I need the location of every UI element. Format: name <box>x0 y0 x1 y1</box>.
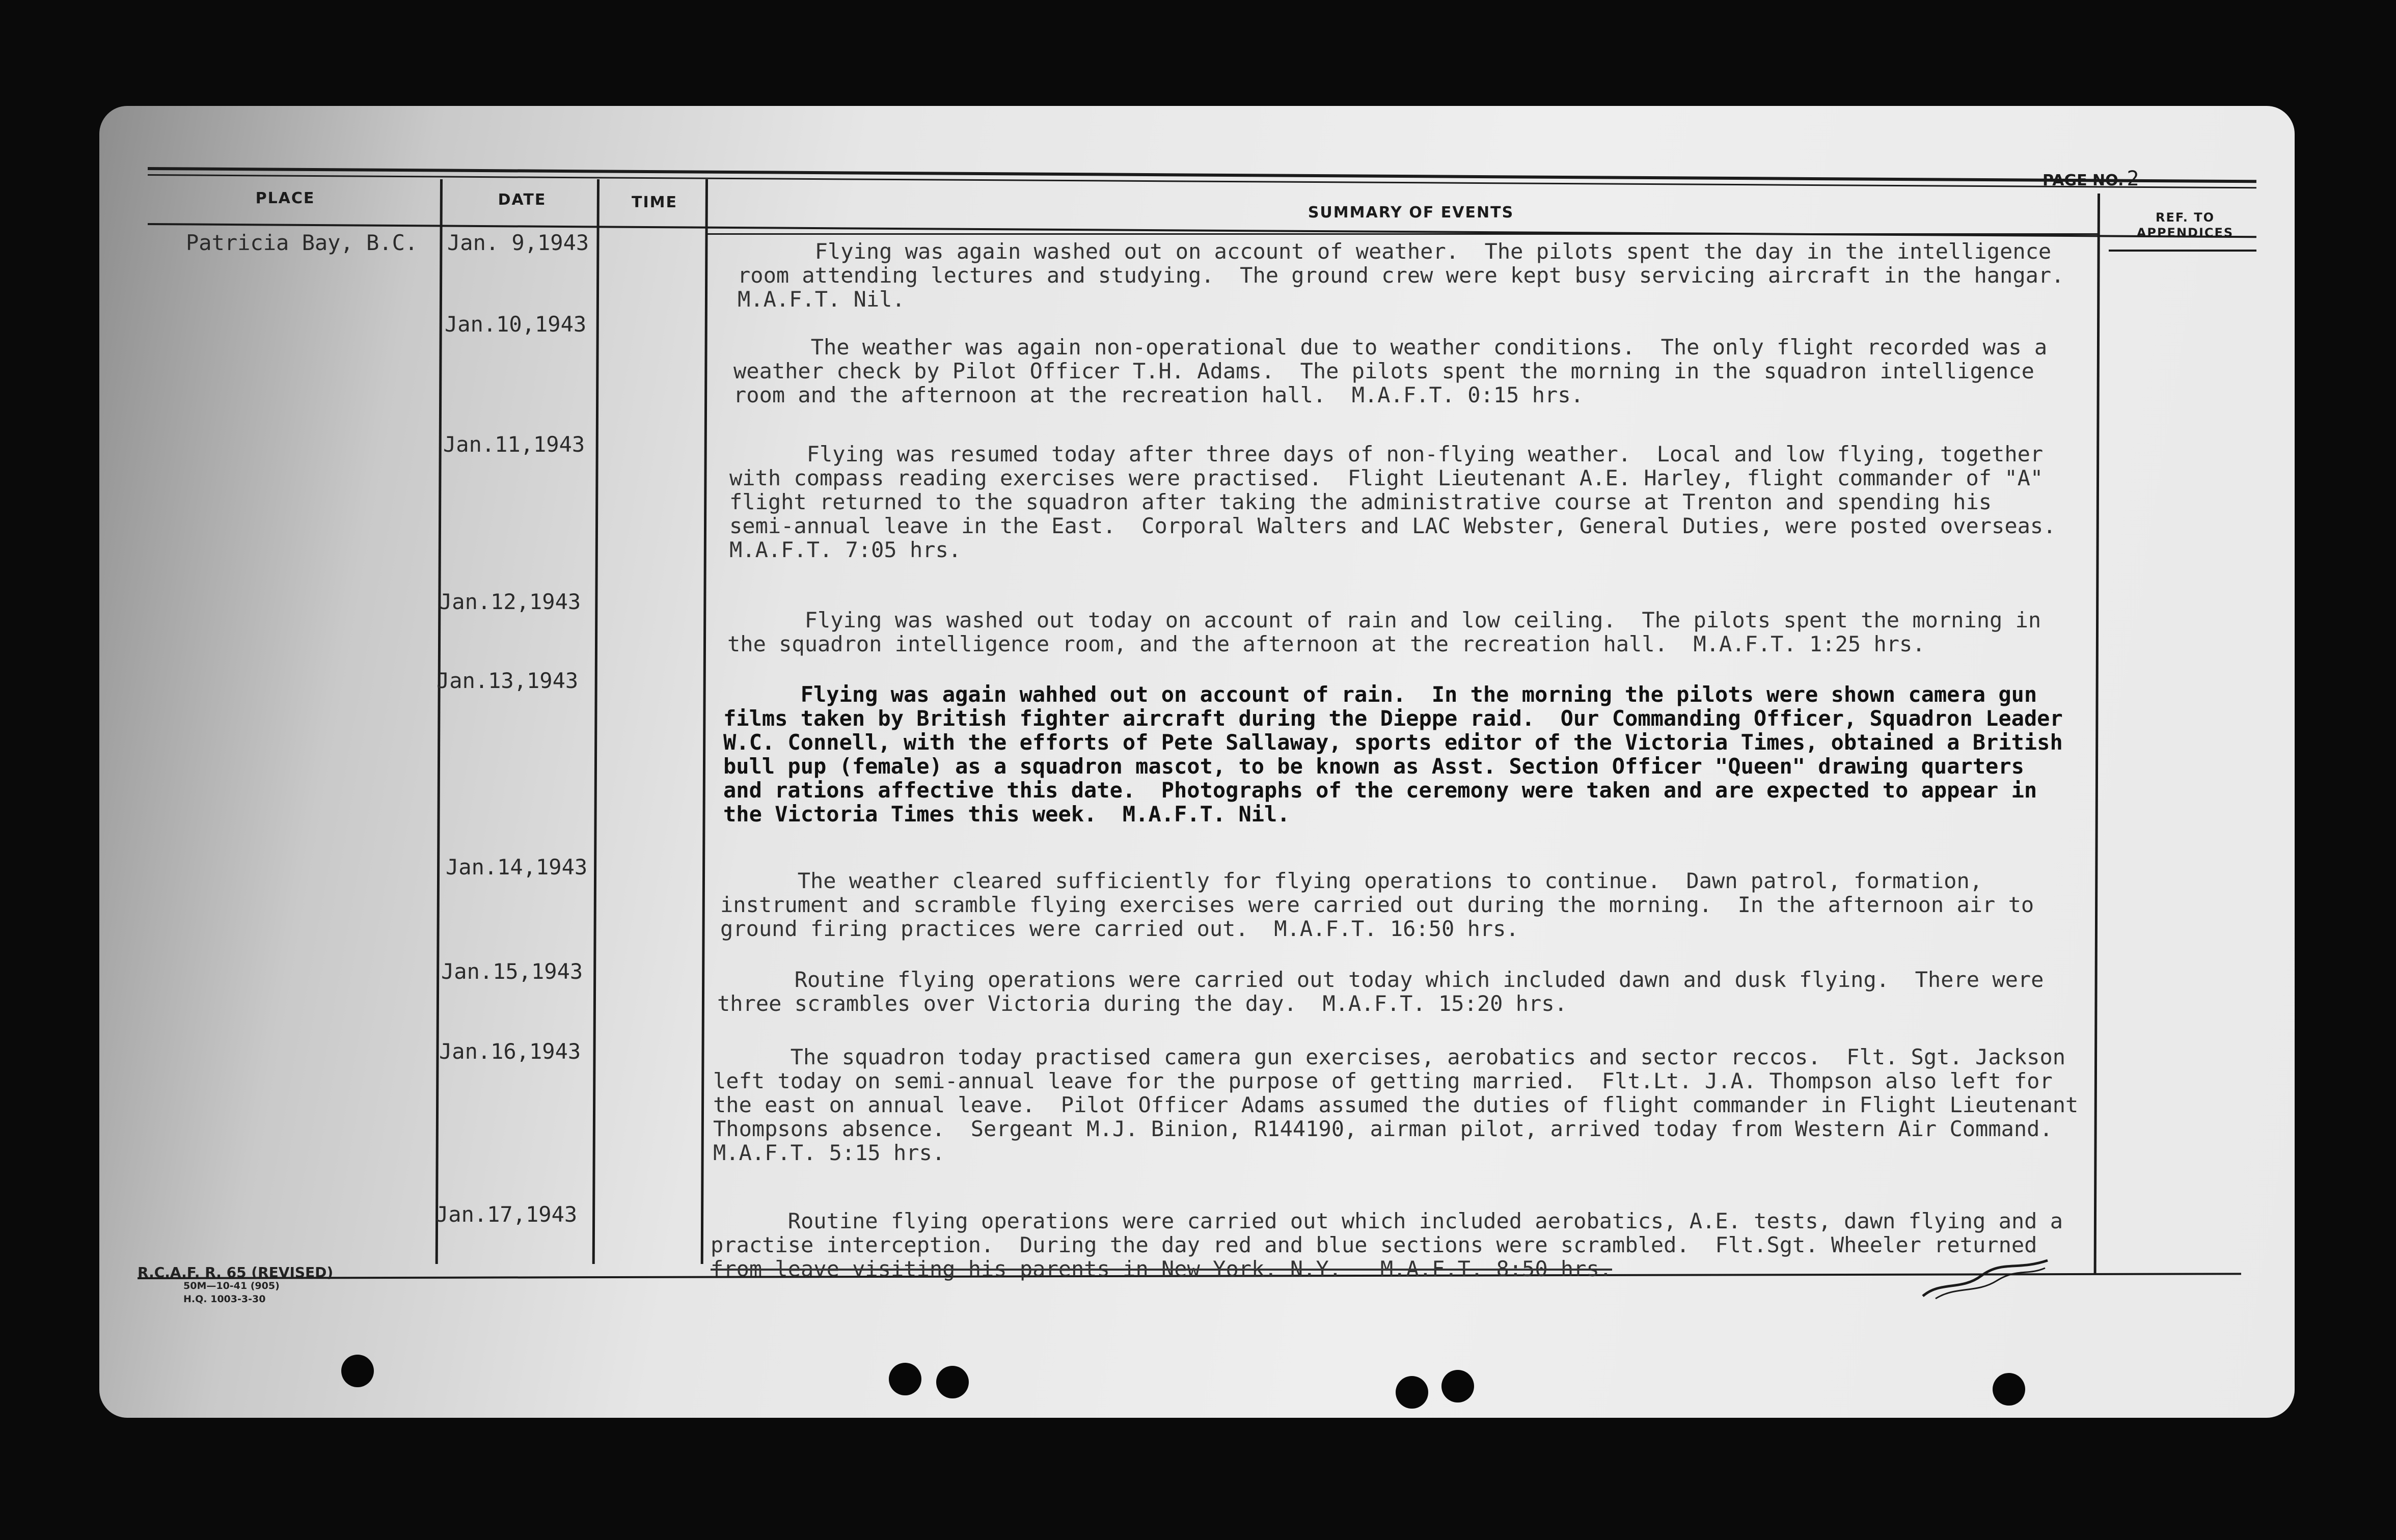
entry-date: Jan.15,1943 <box>441 959 583 984</box>
entry-summary: Routine flying operations were carried out today which included dawn and dusk flying. There were three scrambles over Victoria during the day. M.A.F.T. 15:20 hrs. <box>717 967 2044 1016</box>
punch-hole <box>936 1366 969 1398</box>
entry-summary: Flying was again washed out on account of weather. The pilots spent the day in the intelligence room attending lectures and studying. The ground crew were kept busy servicing aircraft in the hangar. M.A.F.T. Nil. <box>738 239 2064 312</box>
entry-date: Jan.13,1943 <box>437 668 579 693</box>
entry-date: Jan.14,1943 <box>446 855 588 879</box>
header-ref-to-appendices: REF. TO APPENDICES <box>2136 210 2234 240</box>
ref-header-rule <box>2109 250 2256 252</box>
entry-summary: Flying was again wahhed out on account of rain. In the morning the pilots were shown camera gun films taken by British fighter aircraft during the Dieppe raid. Our Commanding Officer, Squadron Leader W.C. Connell, with the efforts of Pete Sallaway, sports editor of the Victoria Times, obtained a British bull pup (female) as a squadron mascot, to be known as Asst. Section Officer "Queen" drawing quarters and rations affective this date. Photographs of the ceremony were taken and are expected to appear in the Victoria Times this week. M.A.F.T. Nil. <box>723 682 2063 827</box>
entry-date: Jan.11,1943 <box>443 432 585 457</box>
entry-summary: Flying was washed out today on account of rain and low ceiling. The pilots spent the morning in the squadron intelligence room, and the afternoon at the recreation hall. M.A.F.T. 1:25 hrs. <box>727 608 2041 656</box>
entry-date: Jan.17,1943 <box>435 1202 578 1227</box>
entry-date: Jan.12,1943 <box>439 589 581 614</box>
punch-hole <box>1993 1373 2025 1406</box>
form-stamp-line1: R.C.A.F. R. 65 (REVISED) <box>138 1264 334 1281</box>
place-value: Patricia Bay, B.C. <box>186 230 418 255</box>
form-stamp-line3: H.Q. 1003-3-30 <box>183 1294 266 1305</box>
entry-summary: The squadron today practised camera gun exercises, aerobatics and sector reccos. Flt. Sgt. Jackson left today on semi-annual leave for the purpose of getting married. Flt.Lt. J.A. Thompson also left for the east on annual leave. Pilot Officer Adams assumed the duties of flight commander in Flight Lieutenant Thompsons absence. Sergeant M.J. Binion, R144190, airman pilot, arrived today from Western Air Command. M.A.F.T. 5:15 hrs. <box>713 1044 2079 1165</box>
entry-date: Jan.16,1943 <box>439 1039 581 1064</box>
entry-date: Jan. 9,1943 <box>447 230 589 255</box>
entry-summary: The weather cleared sufficiently for flying operations to continue. Dawn patrol, formation, instrument and scramble flying exercises were carried out during the morning. In the afternoon air to ground firing practices were carried out. M.A.F.T. 16:50 hrs. <box>720 868 2034 941</box>
header-date: DATE <box>498 191 547 209</box>
punch-hole <box>1441 1370 1474 1402</box>
punch-hole <box>889 1363 921 1395</box>
entry-summary: Routine flying operations were carried out which included aerobatics, A.E. tests, dawn flying and a practise interception. During the day red and blue sections were scrambled. Flt.Sgt. Wheeler returned <box>711 1208 2063 1257</box>
punch-hole <box>341 1355 374 1387</box>
page-number-value: 2 <box>2127 167 2139 190</box>
entry-date: Jan.10,1943 <box>445 312 587 337</box>
entry-summary: The weather was again non-operational due to weather conditions. The only flight recorded was a weather check by Pilot Officer T.H. Adams. The pilots spent the morning in the squadron intelligence room and the afternoon at the recreation hall. M.A.F.T. 0:15 hrs. <box>733 335 2048 407</box>
punch-hole <box>1396 1376 1428 1409</box>
entry-summary: Flying was resumed today after three days of non-flying weather. Local and low flying, together with compass reading exercises were practised. Flight Lieutenant A.E. Harley, flight commander of "A" flight returned to the squadron after taking the administrative course at Trenton and spending his semi-annual leave in the East. Corporal Walters and LAC Webster, General Duties, were posted overseas. M.A.F.T. 7:05 hrs. <box>729 442 2056 562</box>
header-summary-of-events: SUMMARY OF EVENTS <box>1308 204 1514 222</box>
summary-header-rule <box>705 233 2099 235</box>
form-stamp <box>138 1266 333 1306</box>
page-number <box>2043 167 2139 190</box>
page-number-label: PAGE NO. <box>2043 172 2124 189</box>
entry-summary-struck-line: from leave visiting his parents in New York. N.Y. M.A.F.T. 8:50 hrs. <box>711 1256 1613 1281</box>
header-time: TIME <box>632 194 677 211</box>
form-stamp-line2: 50M—10-41 (905) <box>183 1280 280 1291</box>
initials-signature <box>1920 1250 2053 1306</box>
header-place: PLACE <box>255 189 315 207</box>
